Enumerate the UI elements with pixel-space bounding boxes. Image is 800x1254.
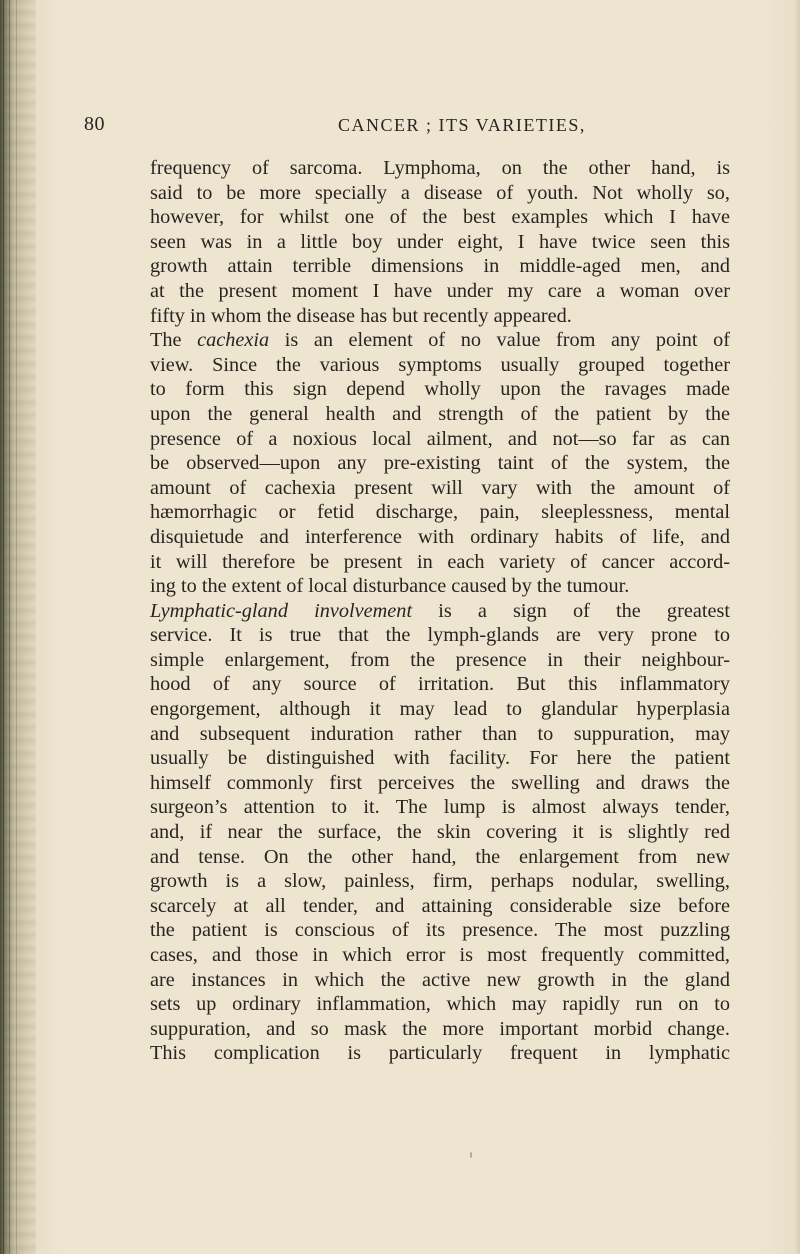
text-line: cases, and those in which error is most frequently committed, (150, 944, 730, 966)
page-header (84, 113, 744, 141)
text-line: are instances in which the active new growth in the gland (150, 968, 730, 991)
paragraph-lymphatic-start (150, 599, 730, 624)
cachexia-term: cachexia (197, 329, 270, 352)
text-line: hood of any source of irritation. But this inflammatory (150, 673, 730, 696)
text-line: scarcely at all tender, and attaining considerable size before (150, 894, 730, 917)
binding-gutter (0, 0, 36, 1254)
text-line: and tense. On the other hand, the enlargement from new (150, 845, 730, 868)
text-line: growth is a slow, painless, firm, perhaps nodular, swelling, (150, 870, 730, 893)
text-line: the patient is conscious of its presence. The most puzzling (150, 919, 730, 942)
text-line: disquietude and interference with ordinary habits of life, and (150, 525, 730, 548)
text-line: engorgement, although it may lead to glandular hyperplasia (150, 698, 730, 721)
text-line: said to be more specially a disease of youth. Not wholly so, (150, 181, 730, 204)
text-line: view. Since the various symptoms usually grouped together (150, 353, 730, 376)
text-line: suppuration, and so mask the more important morbid change. (150, 1017, 730, 1040)
text-line: to form this sign depend wholly upon the ravages made (150, 378, 730, 401)
gutter-edge (9, 0, 10, 1254)
text-line: This complication is particularly frequent in lymphatic (150, 1042, 730, 1065)
text-line: himself commonly first perceives the swelling and draws the (150, 771, 730, 794)
text-line: upon the general health and strength of the patient by the (150, 402, 730, 425)
lymphatic-post: is a sign of the greatest (412, 599, 730, 622)
text-line: ing to the extent of local disturbance caused by the tumour. (150, 575, 630, 598)
cachexia-post: is an element of no value from any point of (269, 329, 730, 352)
page-edge (794, 0, 800, 1254)
text-line: service. It is true that the lymph-glands are very prone to (150, 624, 730, 647)
text-line: seen was in a little boy under eight, I have twice seen this (150, 230, 730, 253)
text-line: fifty in whom the disease has but recently appeared. (150, 304, 572, 327)
text-line: it will therefore be present in each variety of cancer accord- (150, 550, 730, 573)
text-line: amount of cachexia present will vary with the amount of (150, 476, 730, 499)
text-line: however, for whilst one of the best examples which I have (150, 206, 730, 229)
gutter-edge (3, 0, 4, 1254)
text-line: usually be distinguished with facility. For here the patient (150, 747, 730, 770)
text-line: surgeon’s attention to it. The lump is almost always tender, (150, 796, 730, 819)
cachexia-pre: The (150, 329, 198, 352)
text-line: sets up ordinary inflammation, which may rapidly run on to (150, 993, 730, 1016)
text-line: at the present moment I have under my care a woman over (150, 279, 730, 302)
text-line: and, if near the surface, the skin covering it is slightly red (150, 821, 730, 844)
text-line: hæmorrhagic or fetid discharge, pain, sleeplessness, mental (150, 501, 730, 524)
text-line: presence of a noxious local ailment, and not—so far as can (150, 427, 730, 450)
lymphatic-term: Lymphatic-gland involvement (150, 599, 413, 622)
text-line: and subsequent induration rather than to suppuration, may (150, 722, 730, 745)
text-line: simple enlargement, from the presence in their neighbour- (150, 648, 730, 671)
text-line: be observed—upon any pre-existing taint of the system, the (150, 452, 730, 475)
paragraph-cachexia-start (150, 328, 730, 353)
gutter-edge (16, 0, 17, 1254)
body-text (150, 156, 730, 1066)
running-head: CANCER ; ITS VARIETIES, (338, 115, 586, 135)
text-line: growth attain terrible dimensions in middle-aged men, and (150, 255, 730, 278)
text-line: frequency of sarcoma. Lymphoma, on the other hand, is (150, 157, 730, 179)
page-number: 80 (84, 113, 105, 135)
paper-speck (470, 1152, 472, 1158)
